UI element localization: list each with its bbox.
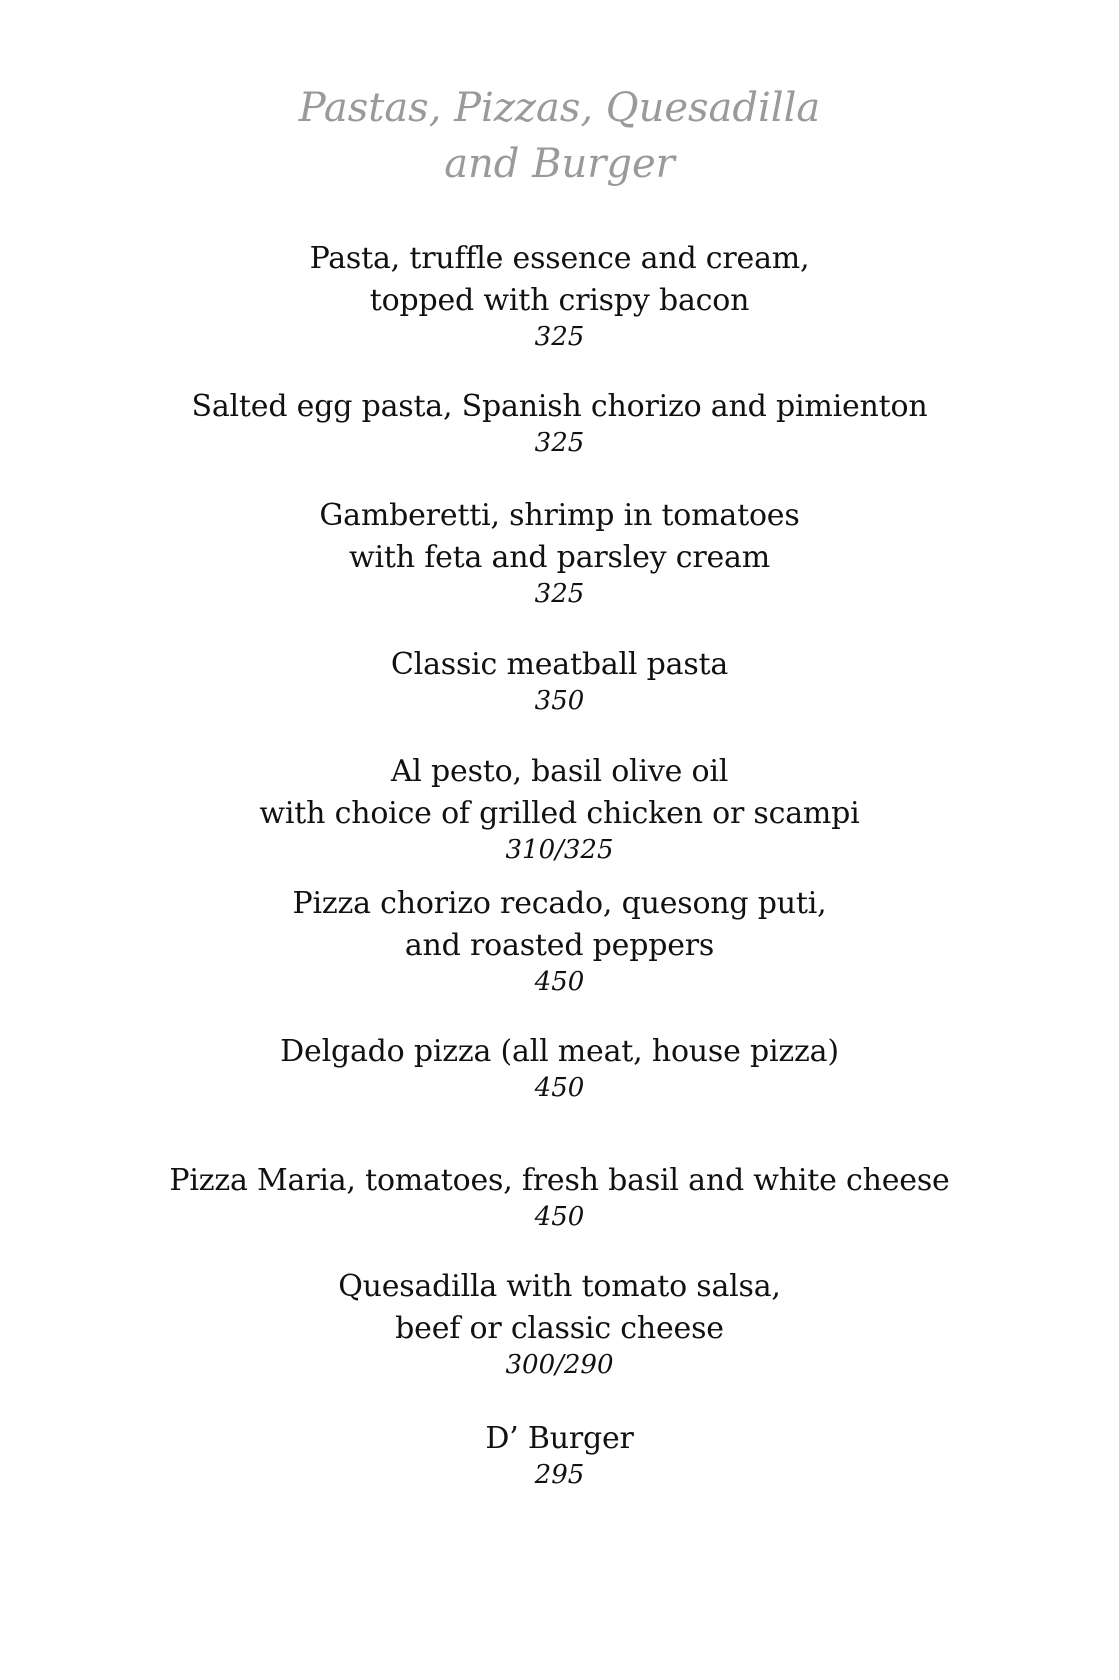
menu-item-name-line: Pasta, truffle essence and cream,: [309, 241, 810, 276]
menu-item-name-line: with choice of grilled chicken or scampi: [259, 796, 860, 831]
menu-item-gamberetti: [0, 495, 1119, 611]
menu-item-name-line: Pizza Maria, tomatoes, fresh basil and white cheese: [169, 1163, 950, 1198]
menu-item-name-line: and roasted peppers: [404, 928, 715, 963]
menu-item-price: 450: [534, 1202, 585, 1232]
menu-item-name-line: with feta and parsley cream: [349, 540, 770, 575]
menu-item-name-line: Pizza chorizo recado, quesong puti,: [292, 886, 827, 921]
menu-item-price: 295: [534, 1460, 585, 1490]
menu-item-name-line: topped with crispy bacon: [369, 283, 750, 318]
menu-item-name-line: Delgado pizza (all meat, house pizza): [280, 1034, 839, 1069]
menu-item-name-line: beef or classic cheese: [395, 1311, 724, 1346]
menu-item-name-line: Salted egg pasta, Spanish chorizo and pimienton: [191, 389, 928, 424]
menu-item-price: 450: [534, 1073, 585, 1103]
menu-item-name-line: Gamberetti, shrimp in tomatoes: [319, 498, 800, 533]
menu-item-salted-egg-pasta: [0, 386, 1119, 460]
menu-section-title: [0, 80, 1119, 192]
menu-item-pizza-chorizo: [0, 883, 1119, 999]
menu-item-price: 325: [534, 322, 585, 352]
menu-item-name-line: Classic meatball pasta: [390, 647, 729, 682]
menu-item-meatball-pasta: [0, 644, 1119, 718]
menu-item-price: 325: [534, 428, 585, 458]
menu-item-price: 310/325: [505, 835, 614, 865]
menu-item-price: 350: [534, 686, 585, 716]
menu-item-price: 300/290: [505, 1350, 614, 1380]
menu-item-quesadilla: [0, 1266, 1119, 1382]
title-line-1: Pastas, Pizzas, Quesadilla: [298, 85, 821, 131]
menu-item-name-line: Quesadilla with tomato salsa,: [338, 1269, 781, 1304]
title-line-2: and Burger: [444, 141, 675, 187]
menu-item-price: 450: [534, 967, 585, 997]
menu-item-pizza-maria: [0, 1160, 1119, 1234]
menu-item-truffle-pasta: [0, 238, 1119, 354]
menu-item-delgado-pizza: [0, 1031, 1119, 1105]
menu-item-d-burger: [0, 1418, 1119, 1492]
menu-item-name-line: Al pesto, basil olive oil: [390, 754, 729, 789]
menu-item-name-line: D’ Burger: [485, 1421, 634, 1456]
menu-item-price: 325: [534, 579, 585, 609]
menu-item-al-pesto: [0, 751, 1119, 867]
